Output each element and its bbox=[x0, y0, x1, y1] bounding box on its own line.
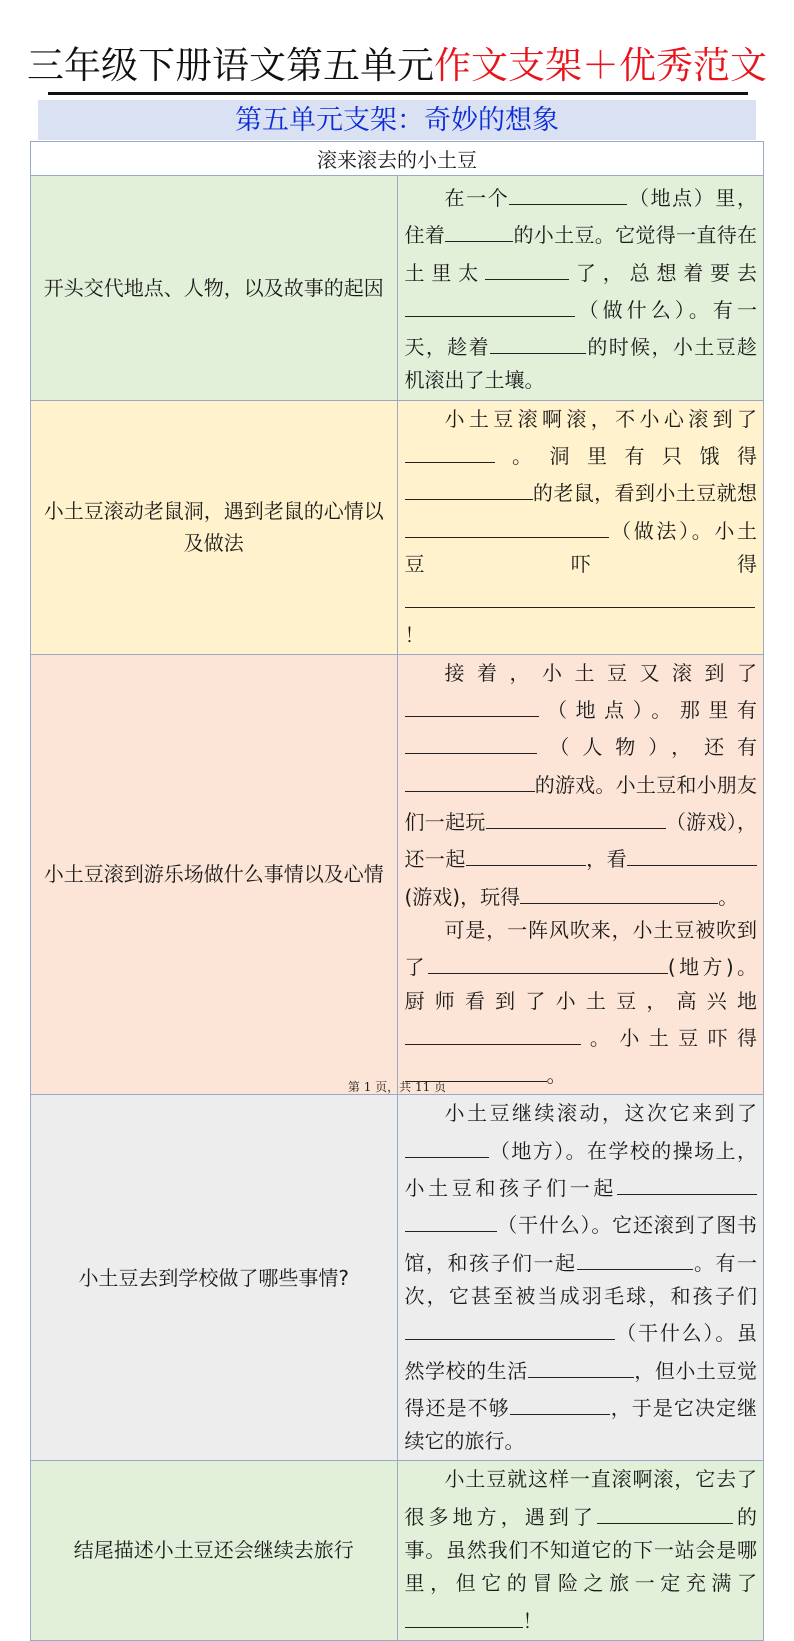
blank-line[interactable] bbox=[577, 1243, 693, 1270]
text-segment: ！ bbox=[404, 622, 425, 647]
blank-line[interactable] bbox=[445, 215, 513, 242]
text-segment: （人物），还有 bbox=[536, 735, 757, 760]
blank-line[interactable] bbox=[428, 947, 538, 974]
blank-line[interactable] bbox=[405, 473, 533, 500]
table-heading: 滚来滚去的小土豆 bbox=[31, 142, 764, 176]
blank-line[interactable] bbox=[405, 1131, 489, 1158]
table-row bbox=[31, 176, 764, 401]
blank-line[interactable] bbox=[405, 765, 535, 792]
blank-line[interactable] bbox=[405, 511, 479, 538]
text-segment: ，看 bbox=[585, 847, 627, 872]
table-heading-row bbox=[31, 142, 764, 176]
blank-line[interactable] bbox=[405, 690, 539, 717]
text-segment: ，但小土豆觉得还是不够 bbox=[404, 1358, 757, 1420]
blank-line[interactable] bbox=[405, 1601, 523, 1628]
text-segment: 在一个 bbox=[444, 186, 510, 210]
text-segment: 。洞里有只饿得 bbox=[494, 444, 757, 469]
table-row bbox=[31, 1461, 764, 1640]
row-label: 小土豆去到学校做了哪些事情? bbox=[31, 1095, 398, 1461]
text-segment: 可是，一阵风吹来，小土豆被吹到了 bbox=[404, 917, 757, 980]
page-footer: 第 1 页，共 11 页 bbox=[347, 1080, 447, 1094]
blank-line[interactable] bbox=[405, 581, 755, 608]
blank-line[interactable] bbox=[528, 1351, 634, 1378]
text-segment: (游戏)，玩得 bbox=[404, 884, 521, 909]
blank-line[interactable] bbox=[597, 1497, 733, 1524]
row-content bbox=[397, 176, 764, 401]
table-row bbox=[31, 400, 764, 654]
title-black-part: 三年级下册语文第五单元 bbox=[27, 44, 434, 87]
text-segment: 的时候，小土豆趁机滚出了土壤。 bbox=[404, 335, 757, 393]
text-segment: 了，总想着要去 bbox=[569, 260, 758, 285]
row-label: 小土豆滚到游乐场做什么事情以及心情 bbox=[31, 654, 398, 1095]
row-content bbox=[397, 1095, 764, 1461]
text-segment: （做法）。小土豆吓得 bbox=[404, 518, 757, 576]
section-banner: 第五单元支架：奇妙的想象 bbox=[38, 100, 756, 140]
title-red-part: 作文支架＋优秀范文 bbox=[434, 44, 767, 87]
text-segment: （干什么）。虽然学校的生活 bbox=[404, 1321, 757, 1383]
blank-line[interactable] bbox=[627, 839, 757, 866]
row-content bbox=[397, 1461, 764, 1640]
title-underline bbox=[48, 92, 748, 95]
text-segment: 。小土豆吓得 bbox=[580, 1025, 757, 1050]
text-segment: 小土豆就这样一直滚啊滚，它去了很多地方，遇到了 bbox=[404, 1467, 757, 1529]
blank-line[interactable] bbox=[486, 802, 666, 829]
text-segment: （地点）里，住着 bbox=[404, 186, 758, 248]
blank-line[interactable] bbox=[405, 290, 575, 317]
blank-line[interactable] bbox=[405, 1205, 497, 1232]
text-segment: 的游戏。小土豆和小朋友们一起玩 bbox=[404, 772, 757, 835]
text-segment: （游戏），还一起 bbox=[404, 810, 758, 872]
text-segment: (地方)。厨师看到了小土豆，高兴地 bbox=[404, 955, 758, 1013]
blank-line[interactable] bbox=[520, 877, 718, 904]
text-segment: ！ bbox=[522, 1608, 543, 1633]
table-row bbox=[31, 1095, 764, 1461]
row-label: 开头交代地点、人物，以及故事的起因 bbox=[31, 176, 398, 401]
document-title bbox=[0, 40, 794, 92]
blank-line[interactable] bbox=[509, 178, 627, 205]
text-segment: （做什么）。有一天，趁着 bbox=[404, 297, 757, 360]
text-segment: （地点）。那里有 bbox=[538, 698, 757, 723]
text-segment: 的老鼠，看到小土豆就想 bbox=[532, 481, 757, 506]
blank-line[interactable] bbox=[490, 327, 586, 354]
text-segment: 的事。虽然我们不知道它的下一站会是哪里，但它的冒险之旅一定充满了 bbox=[404, 1504, 758, 1596]
text-segment: 小土豆滚啊滚，不小心滚到了 bbox=[444, 406, 757, 431]
text-segment: 接着，小土豆又滚到了 bbox=[444, 660, 757, 685]
text-segment: （地方）。在学校的操场上，小土豆和孩子们一起 bbox=[404, 1138, 757, 1201]
text-segment: 。 bbox=[718, 884, 739, 909]
blank-line[interactable] bbox=[405, 436, 495, 463]
blank-line[interactable] bbox=[405, 1313, 615, 1340]
text-segment: ，于是它决定继续它的旅行。 bbox=[404, 1395, 758, 1454]
blank-line[interactable] bbox=[538, 947, 668, 974]
text-segment: 的小土豆。它觉得一直待在土里太 bbox=[404, 223, 758, 285]
blank-line[interactable] bbox=[617, 1168, 757, 1195]
writing-scaffold-table bbox=[30, 141, 764, 1641]
blank-line[interactable] bbox=[405, 1018, 581, 1045]
blank-line[interactable] bbox=[510, 1388, 610, 1415]
text-segment: 。有一次，它甚至被当成羽毛球，和孩子们 bbox=[404, 1250, 757, 1308]
blank-line[interactable] bbox=[405, 727, 537, 754]
row-label: 结尾描述小土豆还会继续去旅行 bbox=[31, 1461, 398, 1640]
row-content bbox=[397, 400, 764, 654]
text-segment: 小土豆继续滚动，这次它来到了 bbox=[444, 1101, 757, 1126]
blank-line[interactable] bbox=[479, 511, 609, 538]
row-content bbox=[397, 654, 764, 1095]
text-segment: 。 bbox=[546, 1063, 567, 1088]
text-segment: （干什么）。它还滚到了图书馆，和孩子们一起 bbox=[404, 1213, 757, 1275]
row-label: 小土豆滚动老鼠洞，遇到老鼠的心情以及做法 bbox=[31, 400, 398, 654]
table-row bbox=[31, 654, 764, 1095]
blank-line[interactable] bbox=[485, 253, 569, 280]
blank-line[interactable] bbox=[466, 839, 586, 866]
